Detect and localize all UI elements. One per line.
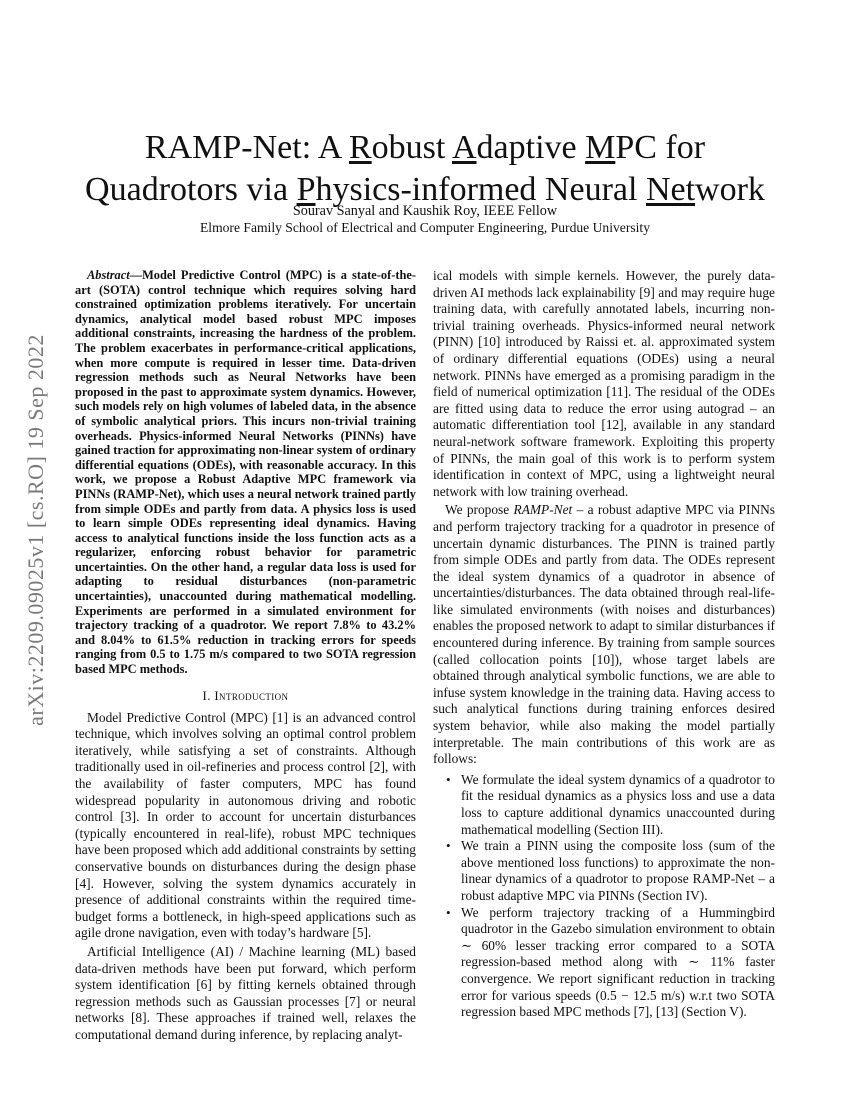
title-part: work: [695, 170, 765, 208]
intro-paragraph: Artificial Intelligence (AI) / Machine learning (ML) based data-driven methods have been put forward, which perform system identification [6] by fitting kernels obtained through regression methods such as Gaussian processes [7] or neural networks [8]. These approaches if trained well, relaxes the computational demand during inference, by replacing analyt-: [75, 943, 416, 1042]
author-list: Sourav Sanyal and Kaushik Roy, IEEE Fellow: [292, 203, 558, 219]
bullet-icon: •: [446, 904, 451, 920]
intro-paragraph-continued: ical models with simple kernels. However, the purely data-driven AI methods lack explainability [9] and may require huge training data, with carefully annotated labels, incurring non-trivial training overheads. Physics-informed neural network (PINN) [10] introduced by Raissi et. al. approximated system of ordinary differential equations (ODEs) using a neural network. PINNs have emerged as a promising paradigm in the field of numerical optimization [11]. The residual of the ODEs are fitted using data to reduce the error using autograd – an automatic differentiation tool [12], available in any standard neural-network software framework. Exploiting this property of PINNs, the main goal of this work is to perform system identification in context of MPC, using a lightweight neural network with low training overhead.: [433, 268, 775, 499]
title-underlined-letter: Net: [645, 170, 696, 208]
abstract-text: —Model Predictive Control (MPC) is a state-of-the-art (SOTA) control technique which requires solving hard constrained optimization problems iteratively. For uncertain dynamics, analytical model based robust MPC imposes additional constraints, increasing the hardness of the problem. The problem exacerbates in performance-critical applications, when more compute is required in lesser time. Data-driven regression methods such as Neural Networks have been proposed in the past to approximate system dynamics. However, such models rely on high volumes of labeled data, in the absence of symbolic analytical priors. This incurs non-trivial training overheads. Physics-informed Neural Networks (PINNs) have gained traction for approximating non-linear system of ordinary differential equations (ODEs), with reasonable accuracy. In this work, we propose a Robust Adaptive MPC framework via PINNs (RAMP-Net), which uses a neural network trained partly from simple ODEs and partly from data. A physics loss is used to learn simple ODEs representing ideal dynamics. Having access to analytical functions inside the loss function acts as a regularizer, enforcing robust behavior for parametric uncertainties. On the other hand, a regular data loss is used for adapting to residual disturbances (non-parametric uncertainties), unaccounted during mathematical modelling. Experiments are performed in a simulated environment for trajectory tracking of a quadrotor. We report 7.8% to 43.2% and 8.04% to 61.5% reduction in tracking errors for speeds ranging from 0.5 to 1.75 m/s compared to two SOTA regression based MPC methods.: [75, 268, 416, 677]
list-item-text: We train a PINN using the composite loss (sum of the above mentioned loss functions) to approximate the non-linear dynamics of a quadrotor to propose RAMP-Net – a robust adaptive MPC via PINNs (Section IV).: [461, 838, 775, 903]
arxiv-id-text: arXiv:2209.09025v1 [cs.RO] 19 Sep 2022: [23, 334, 48, 726]
arxiv-identifier-stamp: [12, 290, 60, 770]
title-underlined-letter: P: [296, 170, 316, 208]
section-heading-introduction: I. Introduction: [202, 688, 289, 703]
bullet-icon: •: [446, 771, 451, 787]
left-column: [75, 268, 416, 1046]
affiliation: Elmore Family School of Electrical and Computer Engineering, Purdue University: [199, 220, 650, 235]
method-name-emphasis: RAMP-Net: [513, 502, 573, 518]
contributions-list: [433, 772, 775, 1021]
list-item-text: We perform trajectory tracking of a Hummingbird quadrotor in the Gazebo simulation environment to obtain ∼ 60% lesser tracking error compared to a SOTA regression-based method along with ∼ 11% faster convergence. We report significant reduction in tracking error for various speeds (0.5 − 12.5 m/s) w.r.t two SOTA regression based MPC methods [7], [13] (Section V).: [461, 904, 775, 1020]
bullet-icon: •: [446, 838, 451, 854]
abstract-label: Abstract: [87, 268, 130, 282]
right-column: [433, 268, 775, 1021]
paragraph-text: – a robust adaptive MPC via PINNs and perform trajectory tracking for a quadrotor in presence of uncertain dynamic disturbances. The PINN is trained partly from simple ODEs and partly from data. The ODEs represent the ideal system dynamics of a quadrotor in absence of uncertainties/disturbances. The data obtained through real-life-like simulated environments (with noises and disturbances) enables the proposed network to adapt to similar disturbances if encountered during inference. By training from sample sources (called collocation points [10]), whose target labels are obtained through analytical symbolic functions, we are able to infuse system knowledge in the training data. Having access to such analytical functions during training enforces desired system behavior, while also making the model partially interpretable. The main contributions of this work are as follows:: [433, 502, 775, 767]
intro-paragraph: Model Predictive Control (MPC) [1] is an advanced control technique, which involves solving an optimal control problem iteratively, while satisfying a set of constraints. Although traditionally used in oil-refineries and process control [2], with the availability of faster computers, MPC has found widespread popularity in autonomous driving and robotic control [3]. In order to account for uncertain disturbances (typically encountered in real-life), robust MPC techniques have been proposed which add additional constraints by setting conservative bounds on disturbances during the design phase [4]. However, solving the system dynamics accurately in presence of additional constraints within the required time-budget forms a bottleneck, in high-speed applications such as agile drone navigation, even with today’s hardware [5].: [75, 709, 416, 941]
title-part: Quadrotors via: [85, 170, 297, 208]
paper-title: [75, 127, 775, 211]
list-item: [433, 838, 775, 904]
title-part: RAMP-Net: A: [144, 128, 349, 166]
title-part: hysics-informed Neural: [315, 170, 646, 208]
abstract: [75, 268, 416, 677]
title-underlined-letter: A: [451, 128, 477, 166]
intro-paragraph: [433, 502, 775, 768]
title-part: PC for: [615, 128, 706, 166]
title-underlined-letter: M: [585, 128, 616, 166]
list-item: [433, 772, 775, 838]
title-part: obust: [371, 128, 452, 166]
list-item-text: We formulate the ideal system dynamics of a quadrotor to fit the residual dynamics as a physics loss and use a data loss to capture additional dynamics unaccounted during mathematical modelling (Section III).: [461, 771, 775, 837]
paragraph-text: We propose: [445, 502, 514, 518]
title-underlined-letter: R: [348, 128, 372, 166]
title-part: daptive: [476, 128, 586, 166]
list-item: [433, 905, 775, 1021]
